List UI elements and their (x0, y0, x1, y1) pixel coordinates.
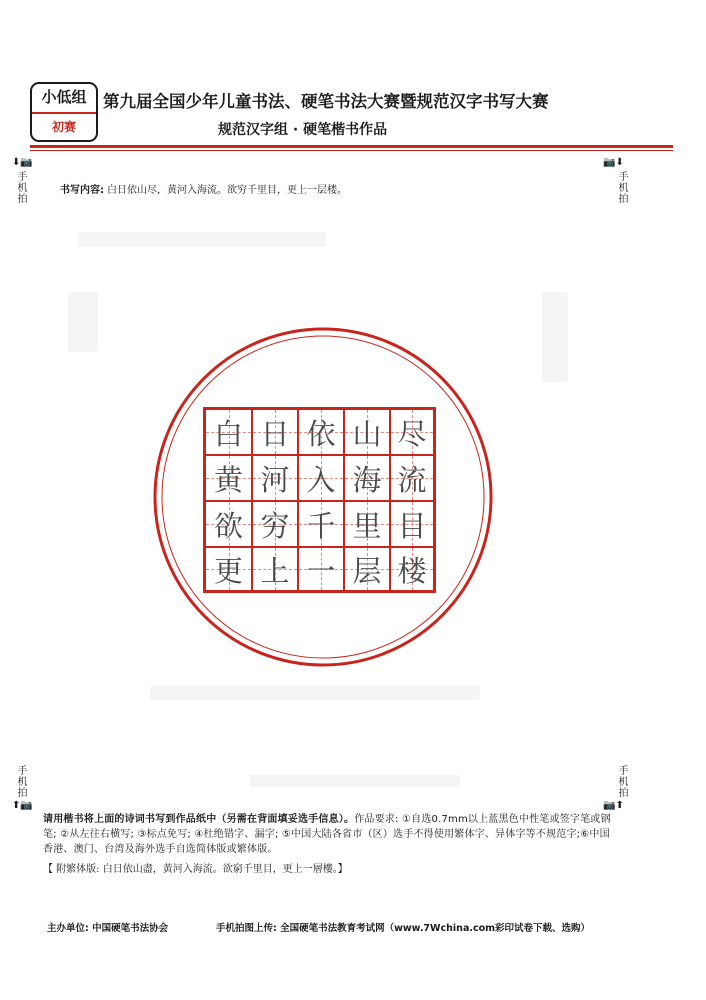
written-character: 日 (260, 416, 290, 451)
badge-stage: 初赛 (51, 120, 76, 134)
grid-cell (390, 455, 434, 501)
grid-cell (252, 501, 298, 547)
grid-cell (344, 409, 390, 455)
written-character: 目 (397, 508, 427, 543)
writing-grid (203, 407, 436, 593)
top-left-camera-icon: ⬇📷 (12, 157, 33, 168)
written-character: 层 (352, 553, 382, 588)
grid-cell (390, 547, 434, 591)
writing-content-label: 书写内容: (60, 185, 104, 196)
instructions-requirements: 作品要求: ①自选0.7mm以上蓝黑色中性笔或签字笔或钢笔; ②从左往右横写; ③标点免写; ④杜绝错字、漏字; ⑤中国大陆各省市（区）选手不得使用繁体字、异体字等不规范字;⑥中国香港、澳门、台湾及海外选手自选简体版或繁体版。 (43, 814, 611, 855)
bottom-left-phone-label: 手机拍 (15, 765, 26, 798)
grid-cell (205, 409, 252, 455)
badge-level: 小低组 (41, 88, 87, 106)
bottom-right-phone-label: 手机拍 (616, 765, 627, 798)
level-badge (30, 82, 98, 142)
page-subtitle: 规范汉字组 · 硬笔楷书作品 (218, 122, 388, 138)
written-character: 白 (213, 416, 243, 451)
written-character: 河 (260, 462, 290, 497)
writing-content-text: 白日依山尽，黄河入海流。欲穷千里目，更上一层楼。 (107, 185, 347, 196)
written-character: 山 (352, 416, 382, 451)
bleed-through-block (68, 292, 98, 352)
top-left-phone-label: 手机拍 (15, 171, 26, 204)
bleed-through-text (250, 775, 460, 787)
grid-cell (252, 547, 298, 591)
written-character: 一 (306, 553, 336, 588)
grid-cell (252, 409, 298, 455)
written-character: 穷 (260, 508, 290, 543)
top-right-phone-label: 手机拍 (616, 171, 627, 204)
organizer: 主办单位: 中国硬笔书法协会 (47, 923, 169, 934)
grid-cell (344, 547, 390, 591)
written-character: 更 (213, 553, 243, 588)
header-rule-thin (30, 150, 673, 151)
grid-cell (390, 409, 434, 455)
instructions-lead: 请用楷书将上面的诗词书写到作品纸中（另需在背面填妥选手信息）。 (43, 814, 355, 825)
written-character: 入 (306, 462, 336, 497)
written-character: 海 (352, 462, 382, 497)
grid-cell (298, 409, 344, 455)
grid-cell (205, 501, 252, 547)
written-character: 上 (260, 553, 290, 588)
written-character: 欲 (213, 508, 243, 543)
writing-instructions (43, 812, 613, 857)
written-character: 黄 (213, 462, 243, 497)
grid-cell (298, 547, 344, 591)
bottom-right-camera-icon: 📷⬆ (603, 800, 624, 811)
bleed-through-text (150, 686, 480, 700)
grid-cell (344, 455, 390, 501)
written-character: 流 (397, 462, 427, 497)
bottom-left-camera-icon: ⬆📷 (12, 800, 33, 811)
grid-cell (205, 547, 252, 591)
grid-cell (205, 455, 252, 501)
grid-cell (344, 501, 390, 547)
grid-cell (252, 455, 298, 501)
written-character: 依 (306, 416, 336, 451)
top-right-camera-icon: 📷⬇ (603, 157, 624, 168)
bleed-through-block (542, 292, 568, 382)
header-rule-thick (30, 145, 673, 148)
written-character: 尽 (397, 416, 427, 451)
written-character: 里 (352, 508, 382, 543)
writing-content (60, 181, 347, 201)
upload-info: 手机拍图上传: 全国硬笔书法教育考试网（www.7Wchina.com彩印试卷下载、选购） (216, 923, 591, 934)
page-title: 第九届全国少年儿童书法、硬笔书法大赛暨规范汉字书写大赛 (103, 92, 549, 111)
grid-cell (298, 501, 344, 547)
grid-cell (390, 501, 434, 547)
written-character: 楼 (397, 553, 427, 588)
bleed-through-text (78, 232, 326, 247)
written-character: 千 (306, 508, 336, 543)
traditional-version: 【 附繁体版: 白日依山盡，黃河入海流。欲窮千里目，更上一層樓。】 (43, 864, 348, 875)
badge-divider (32, 112, 96, 114)
grid-cell (298, 455, 344, 501)
